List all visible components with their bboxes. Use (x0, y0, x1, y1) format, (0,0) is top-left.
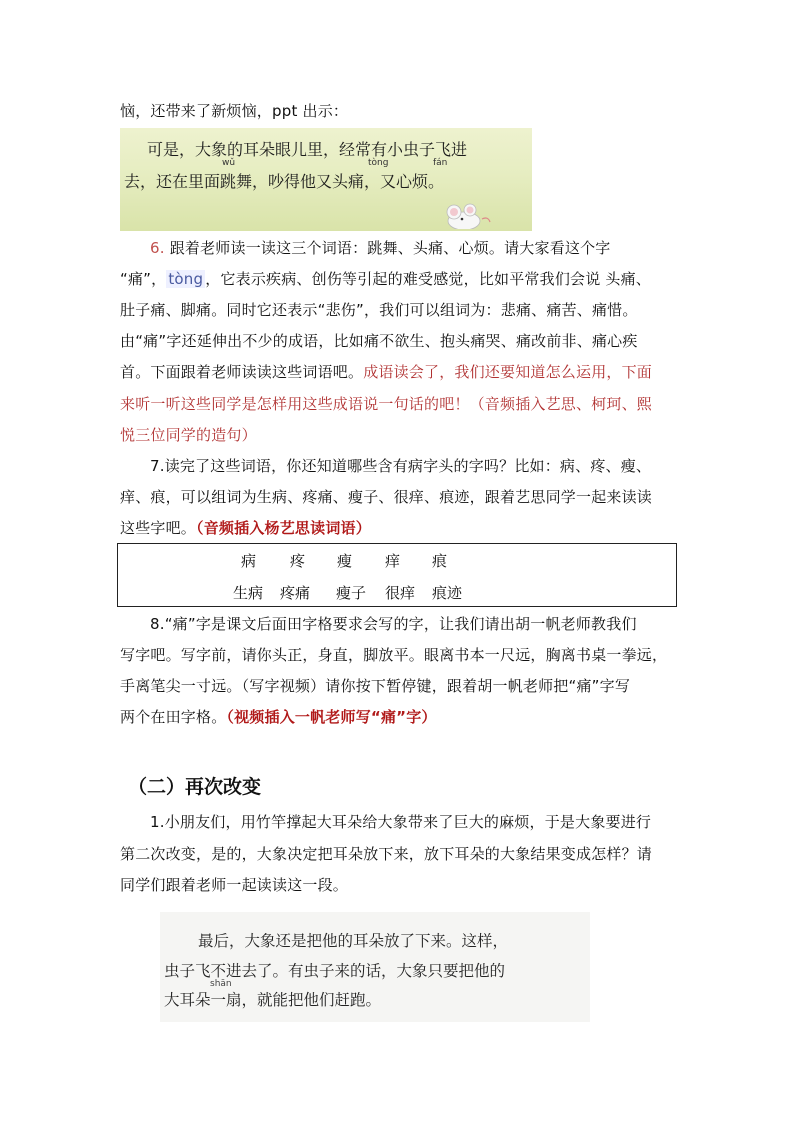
para6-line2-a: “痛”， (120, 270, 167, 288)
para8-line4-a: 两个在田字格。 (120, 708, 227, 726)
para7-line2: 痒、痕，可以组词为生病、疼痛、瘦子、很痒、痕迹，跟着艺思同学一起来读读 (120, 488, 653, 506)
section2-line1: 1.小朋友们，用竹竿撑起大耳朵给大象带来了巨大的麻烦，于是大象要进行 (150, 813, 652, 831)
para6-line6: 来听一听这些同学是怎样用这些成语说一句话的吧！（音频插入艺思、柯珂、熙 (120, 395, 653, 413)
image-text-line-2: 去，还在里面跳舞，吵得他又头痛，又心烦。 (124, 172, 445, 191)
para6-line1 (150, 238, 611, 258)
pinyin-wu: wǔ (222, 158, 236, 168)
section2-line2: 第二次改变，是的，大象决定把耳朵放下来，放下耳朵的大象结果变成怎样？请 (120, 845, 653, 863)
mouse-illustration (442, 199, 492, 229)
para6-line2 (120, 269, 651, 289)
table-word-2: 疼痛 (280, 584, 311, 602)
pinyin-highlight-tong: tòng (168, 270, 204, 288)
image-text-line-1: 可是，大象的耳朵眼儿里，经常有小虫子飞进 (147, 140, 468, 159)
words-table (117, 543, 677, 607)
table-char-3: 瘦 (337, 552, 353, 570)
para6-line3: 肚子痛、脚痛。同时它还表示“悲伤”，我们可以组词为：悲痛、痛苦、痛惜。 (120, 301, 638, 319)
para7-line3-b: （音频插入杨艺思读词语） (196, 519, 371, 537)
textbook-image-2 (160, 912, 590, 1022)
pinyin-fan: fán (433, 158, 448, 168)
image2-text-line-1: 最后，大象还是把他的耳朵放了下来。这样， (198, 932, 509, 950)
textbook-image-1 (120, 128, 532, 231)
para8-line1: 8.“痛”字是课文后面田字格要求会写的字，让我们请出胡一帆老师教我们 (150, 615, 637, 633)
pinyin-shan: shān (210, 979, 232, 989)
section2-line3: 同学们跟着老师一起读读这一段。 (120, 876, 349, 894)
para6-line7: 悦三位同学的造句） (120, 426, 257, 444)
para6-line2-b: ，它表示疾病、创伤等引起的难受感觉，比如平常我们会说 头痛、 (205, 270, 652, 288)
table-char-5: 痕 (432, 552, 448, 570)
image2-text-line-3: 大耳朵一扇，就能把他们赶跑。 (164, 991, 382, 1009)
para6-line4: 由“痛”字还延伸出不少的成语，比如痛不欲生、抱头痛哭、痛改前非、痛心疾 (120, 332, 638, 350)
table-word-1: 生病 (233, 584, 264, 602)
para7-line3 (120, 518, 371, 538)
para8-line2: 写字吧。写字前，请你头正，身直，脚放平。眼离书本一尺远，胸离书桌一拳远， (120, 646, 668, 664)
image2-text-line-2: 虫子飞不进去了。有虫子来的话，大象只要把他的 (164, 962, 506, 980)
pinyin-tong: tòng (368, 158, 389, 168)
para6-line1-text: 跟着老师读一读这三个词语：跳舞、头痛、心烦。请大家看这个字 (169, 239, 611, 257)
table-word-5: 痕迹 (432, 584, 463, 602)
table-word-3: 瘦子 (336, 584, 367, 602)
para6-line5-b: 成语读会了，我们还要知道怎么运用，下面 (363, 363, 653, 381)
intro-line: 恼，还带来了新烦恼，ppt 出示： (120, 102, 349, 120)
para6-line5-a: 首。下面跟着老师读读这些词语吧。 (120, 363, 364, 381)
section-heading: （二）再次改变 (128, 776, 262, 798)
table-char-2: 疼 (290, 552, 306, 570)
para8-line4-b: （视频插入一帆老师写“痛”字） (226, 708, 437, 726)
table-char-4: 痒 (385, 552, 401, 570)
para7-line1: 7.读完了这些词语，你还知道哪些含有病字头的字吗？比如：病、疼、瘦、 (150, 457, 652, 475)
para7-line3-a: 这些字吧。 (120, 519, 197, 537)
table-char-1: 病 (241, 552, 257, 570)
table-word-4: 很痒 (385, 584, 416, 602)
para6-number: 6. (150, 239, 165, 257)
para8-line4 (120, 707, 437, 727)
para8-line3: 手离笔尖一寸远。（写字视频）请你按下暂停键，跟着胡一帆老师把“痛”字写 (120, 677, 631, 695)
para6-line5 (120, 362, 652, 382)
